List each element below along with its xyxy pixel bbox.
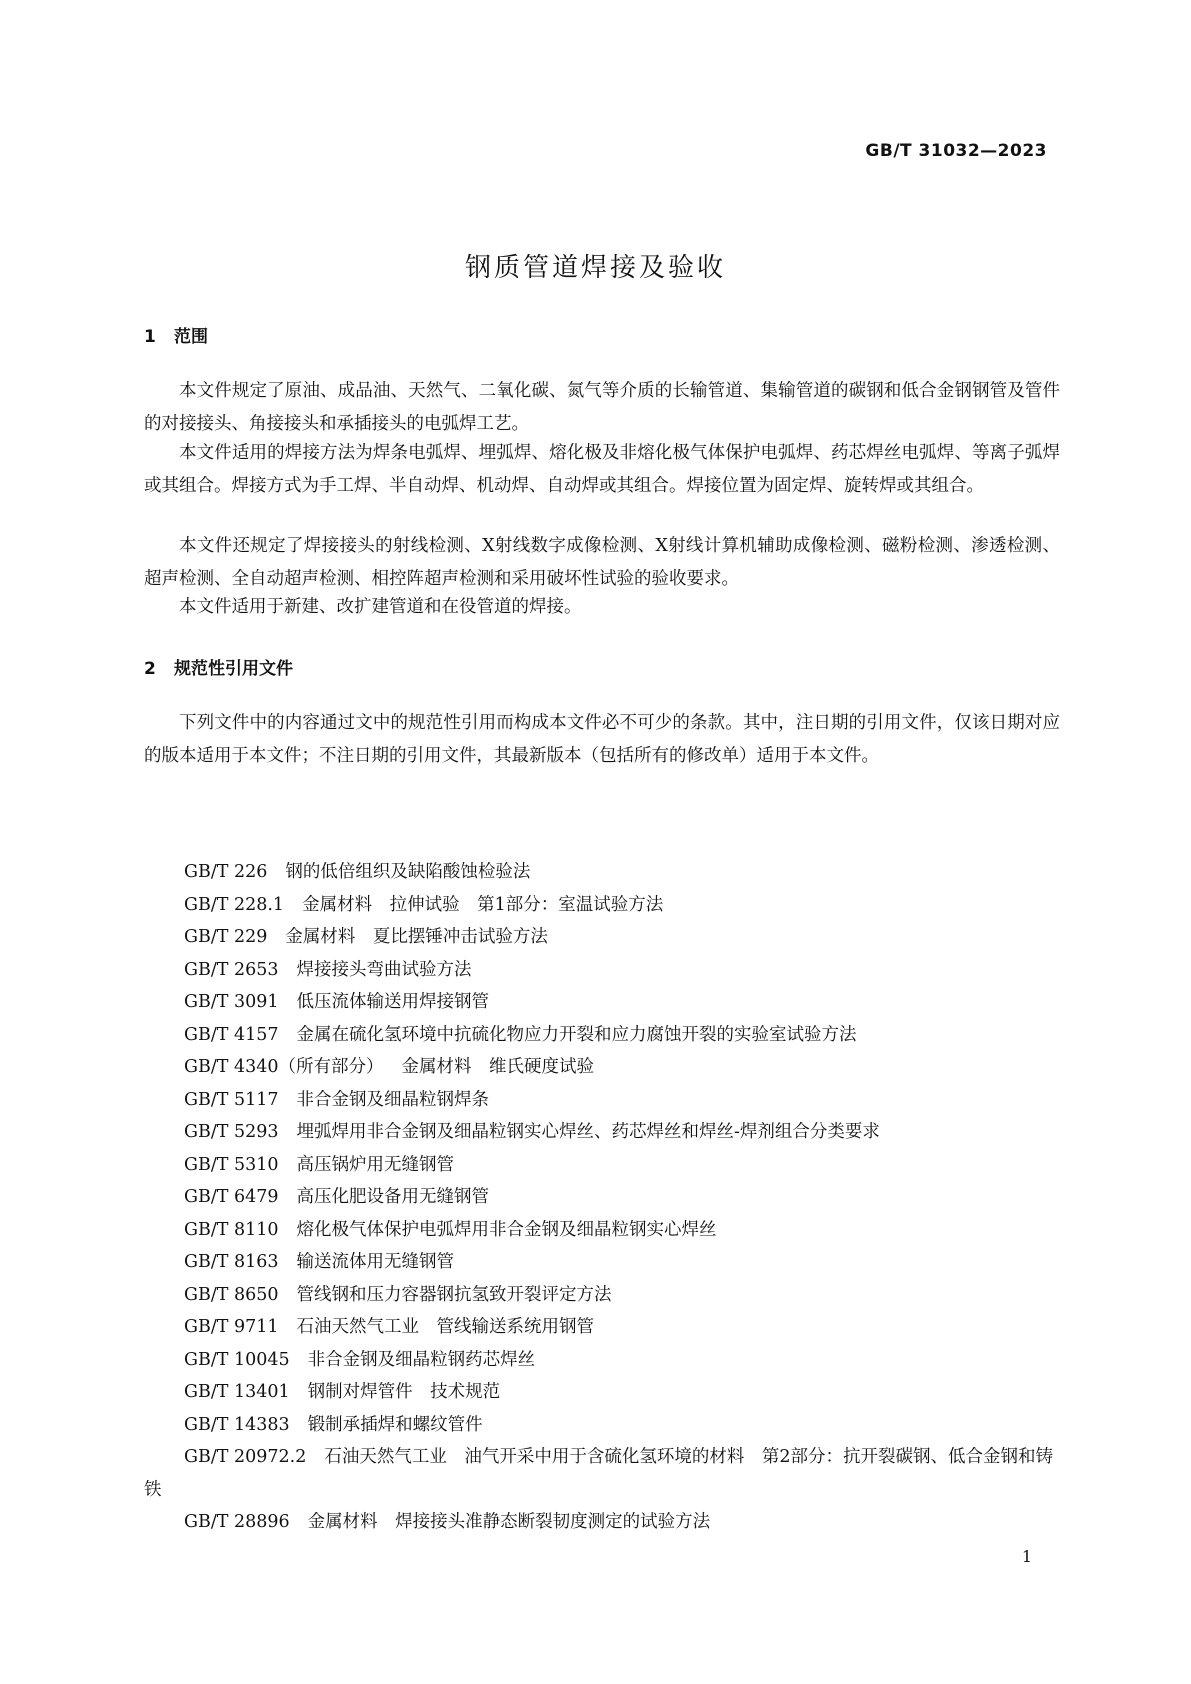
reference-item <box>144 1019 1060 1052</box>
page-number: 1 <box>1021 1547 1032 1566</box>
reference-code: GB/T 4340（所有部分） <box>184 1057 384 1077</box>
reference-code: GB/T 8650 <box>184 1284 279 1305</box>
section-number: 2 <box>144 659 156 679</box>
reference-item <box>144 921 1060 954</box>
reference-code: GB/T 5310 <box>184 1154 279 1175</box>
reference-title: 钢制对焊管件 技术规范 <box>307 1382 501 1402</box>
reference-title: 金属材料 维氏硬度试验 <box>401 1057 595 1077</box>
paragraph: 本文件还规定了焊接接头的射线检测、X射线数字成像检测、X射线计算机辅助成像检测、磁粉检测、渗透检测、超声检测、全自动超声检测、相控阵超声检测和采用破坏性试验的验收要求。 <box>144 536 1060 589</box>
section-title: 范围 <box>174 327 208 347</box>
reference-code: GB/T 8163 <box>184 1252 279 1272</box>
section-number: 1 <box>144 327 156 347</box>
paragraph: 本文件适用于新建、改扩建管道和在役管道的焊接。 <box>179 597 582 617</box>
reference-title: 锻制承插焊和螺纹管件 <box>307 1414 483 1435</box>
reference-code: GB/T 8110 <box>184 1219 279 1240</box>
reference-title: 金属材料 夏比摆锤冲击试验方法 <box>285 927 548 947</box>
reference-code: GB/T 9711 <box>184 1317 279 1337</box>
reference-title: 非合金钢及细晶粒钢药芯焊丝 <box>307 1349 536 1370</box>
reference-item <box>144 986 1060 1019</box>
reference-title: 低压流体输送用焊接钢管 <box>296 992 490 1012</box>
reference-item <box>144 1344 1060 1377</box>
reference-title: 埋弧焊用非合金钢及细晶粒钢实心焊丝、药芯焊丝和焊丝-焊剂组合分类要求 <box>296 1122 880 1142</box>
paragraph: 下列文件中的内容通过文中的规范性引用而构成本文件必不可少的条款。其中，注日期的引用文件，仅该日期对应的版本适用于本文件；不注日期的引用文件，其最新版本（包括所有的修改单）适用于本文件。 <box>144 713 1060 766</box>
reference-item <box>144 889 1060 922</box>
reference-title: 石油天然气工业 管线输送系统用钢管 <box>296 1317 595 1337</box>
reference-item <box>144 1084 1060 1117</box>
reference-title: 熔化极气体保护电弧焊用非合金钢及细晶粒钢实心焊丝 <box>296 1219 717 1240</box>
paragraph: 本文件规定了原油、成品油、天然气、二氧化碳、氮气等介质的长输管道、集输管道的碳钢和低合金钢钢管及管件的对接接头、角接接头和承插接头的电弧焊工艺。 <box>144 381 1060 434</box>
reference-title: 高压锅炉用无缝钢管 <box>296 1154 455 1175</box>
reference-item <box>144 1311 1060 1344</box>
reference-item <box>144 1116 1060 1149</box>
reference-title: 管线钢和压力容器钢抗氢致开裂评定方法 <box>296 1284 612 1305</box>
reference-title: 输送流体用无缝钢管 <box>296 1252 455 1272</box>
reference-title: 金属材料 拉伸试验 第1部分：室温试验方法 <box>302 894 664 915</box>
reference-item <box>144 1409 1060 1442</box>
reference-code: GB/T 4157 <box>184 1024 279 1045</box>
paragraph: 本文件适用的焊接方法为焊条电弧焊、埋弧焊、熔化极及非熔化极气体保护电弧焊、药芯焊丝电弧焊、等离子弧焊或其组合。焊接方式为手工焊、半自动焊、机动焊、自动焊或其组合。焊接位置为固定焊、旋转焊或其组合。 <box>144 443 1060 496</box>
reference-item <box>144 1181 1060 1214</box>
section-1-heading <box>144 322 208 347</box>
section-title: 规范性引用文件 <box>174 659 293 679</box>
reference-title: 焊接接头弯曲试验方法 <box>296 959 472 980</box>
section-2-heading <box>144 654 293 679</box>
reference-code: GB/T 14383 <box>184 1414 290 1435</box>
reference-title: 金属材料 焊接接头准静态断裂韧度测定的试验方法 <box>307 1512 711 1532</box>
reference-code: GB/T 2653 <box>184 959 279 980</box>
reference-title: 石油天然气工业 油气开采中用于含硫化氢环境的材料 第2部分：抗开裂碳钢、低合金钢和铸铁 <box>144 1447 1053 1500</box>
reference-item <box>144 1214 1060 1247</box>
reference-title: 金属在硫化氢环境中抗硫化物应力开裂和应力腐蚀开裂的实验室试验方法 <box>296 1024 857 1045</box>
reference-code: GB/T 10045 <box>184 1349 290 1370</box>
document-title: 钢质管道焊接及验收 <box>464 253 726 283</box>
reference-code: GB/T 3091 <box>184 992 279 1012</box>
reference-title: 高压化肥设备用无缝钢管 <box>296 1187 490 1207</box>
reference-code: GB/T 5293 <box>184 1122 279 1142</box>
reference-item <box>144 954 1060 987</box>
reference-item <box>144 1279 1060 1312</box>
reference-code: GB/T 20972.2 <box>184 1447 307 1467</box>
reference-item <box>144 1149 1060 1182</box>
reference-code: GB/T 228.1 <box>184 894 285 915</box>
reference-item <box>144 1376 1060 1409</box>
reference-code: GB/T 13401 <box>184 1382 290 1402</box>
reference-item <box>144 856 1060 889</box>
reference-title: 非合金钢及细晶粒钢焊条 <box>296 1089 490 1110</box>
reference-code: GB/T 5117 <box>184 1089 279 1110</box>
reference-list <box>144 856 1060 1539</box>
reference-item <box>144 1051 1060 1084</box>
reference-code: GB/T 226 <box>184 862 268 882</box>
reference-title: 钢的低倍组织及缺陷酸蚀检验法 <box>285 862 531 882</box>
reference-item <box>144 1246 1060 1279</box>
reference-item <box>144 1441 1060 1506</box>
standard-number: GB/T 31032—2023 <box>865 141 1047 161</box>
reference-item <box>144 1506 1060 1539</box>
reference-code: GB/T 28896 <box>184 1512 290 1532</box>
reference-code: GB/T 229 <box>184 927 268 947</box>
reference-code: GB/T 6479 <box>184 1187 279 1207</box>
